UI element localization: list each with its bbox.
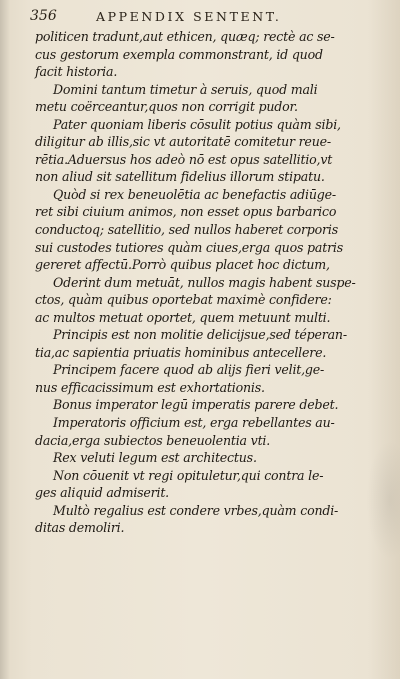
text-line: dacia,erga subiectos beneuolentia vti.	[35, 432, 271, 448]
page-header	[30, 8, 370, 26]
text-line: Oderint dum metuāt, nullos magis habent suspe-	[53, 274, 356, 290]
running-head: APPENDIX SENTENT.	[96, 9, 282, 24]
text-line: politicen tradunt,aut ethicen, quæq; rectè ac se-	[35, 29, 335, 44]
text-line: Pater quoniam liberis cōsulit potius quàm sibi,	[53, 116, 341, 132]
gutter-shadow	[0, 0, 10, 679]
text-line: sui custodes tutiores quàm ciues,erga quos patris	[35, 239, 343, 255]
text-line: Rex veluti legum est architectus.	[53, 450, 257, 466]
text-line: metu coërceantur,quos non corrigit pudor.	[35, 99, 298, 115]
text-line: ctos, quàm quibus oportebat maximè confidere:	[35, 292, 332, 308]
text-line: Multò regalius est condere vrbes,quàm condi-	[53, 502, 339, 518]
text-line: ac multos metuat oportet, quem metuunt multi.	[35, 309, 331, 325]
text-line: Bonus imperator legū imperatis parere debet.	[53, 397, 339, 413]
text-line: nus efficacissimum est exhortationis.	[35, 379, 265, 395]
body-text	[35, 28, 373, 537]
text-line: ges aliquid admiserit.	[35, 485, 169, 501]
text-line: Principis est non molitie delicijsue,sed téperan-	[53, 327, 347, 343]
text-line: tia,ac sapientia priuatis hominibus antecellere.	[35, 344, 327, 360]
text-line: Domini tantum timetur à seruis, quod mali	[53, 81, 318, 97]
text-line: Principem facere quod ab alijs fieri velit,ge-	[53, 362, 325, 378]
text-line: facit historia.	[35, 64, 118, 80]
text-line: conductoq; satellitio, sed nullos haberet corporis	[35, 222, 338, 238]
text-line: Quòd si rex beneuolētia ac benefactis adiūge-	[53, 186, 336, 202]
text-line: cus gestorum exempla commonstrant, id quod	[35, 46, 323, 62]
text-line: non aliud sit satellitum fidelius illorum stipatu.	[35, 169, 325, 185]
show-through-shadow	[366, 440, 400, 560]
text-line: Non cōuenit vt regi opituletur,qui contra le-	[53, 467, 324, 483]
text-line: diligitur ab illis,sic vt autoritatē comitetur reue-	[35, 134, 331, 150]
text-line: ret sibi ciuium animos, non esset opus barbarico	[35, 204, 337, 220]
page-number: 356	[30, 8, 57, 24]
text-line: gereret affectū.Porrò quibus placet hoc dictum,	[35, 257, 330, 273]
text-line: rētia.Aduersus hos adeò nō est opus satellitio,vt	[35, 151, 333, 167]
text-line: ditas demoliri.	[35, 520, 125, 536]
text-line: Imperatoris officium est, erga rebellantes au-	[53, 415, 335, 431]
